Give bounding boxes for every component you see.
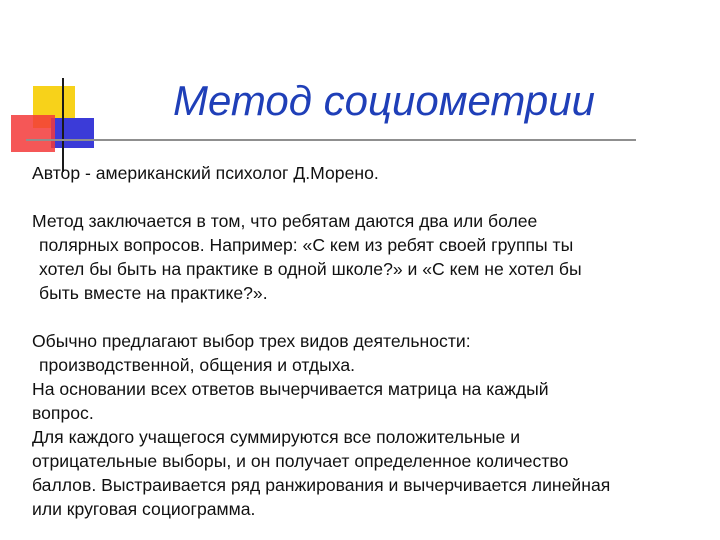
- method-line-4: быть вместе на практике?».: [39, 283, 268, 303]
- decor-vertical-line: [62, 78, 64, 172]
- slide-title: Метод социометрии: [173, 77, 595, 124]
- decor-blue-square: [51, 118, 94, 148]
- scoring-line-3: баллов. Выстраивается ряд ранжирования и вычерчивается линейная: [32, 475, 611, 495]
- author-line: Автор - американский психолог Д.Морено.: [32, 163, 379, 183]
- matrix-line-1: На основании всех ответов вычерчивается матрица на каждый: [32, 379, 549, 399]
- method-line-1: Метод заключается в том, что ребятам даются два или более: [32, 211, 538, 231]
- method-line-3: хотел бы быть на практике в одной школе?» и «С кем не хотел бы: [39, 259, 582, 279]
- paragraph-gap: [32, 305, 702, 329]
- matrix-line-2: вопрос.: [32, 403, 94, 423]
- decor-red-square: [11, 115, 55, 152]
- title-underline: [26, 139, 636, 141]
- activities-line-1: Обычно предлагают выбор трех видов деятельности:: [32, 331, 471, 351]
- paragraph-gap: [32, 185, 702, 209]
- method-line-2: полярных вопросов. Например: «С кем из ребят своей группы ты: [39, 235, 574, 255]
- scoring-line-1: Для каждого учащегося суммируются все положительные и: [32, 427, 521, 447]
- slide-body: [32, 161, 702, 521]
- scoring-line-4: или круговая социограмма.: [32, 499, 256, 519]
- activities-line-2: производственной, общения и отдыха.: [39, 355, 356, 375]
- scoring-line-2: отрицательные выборы, и он получает определенное количество: [32, 451, 569, 471]
